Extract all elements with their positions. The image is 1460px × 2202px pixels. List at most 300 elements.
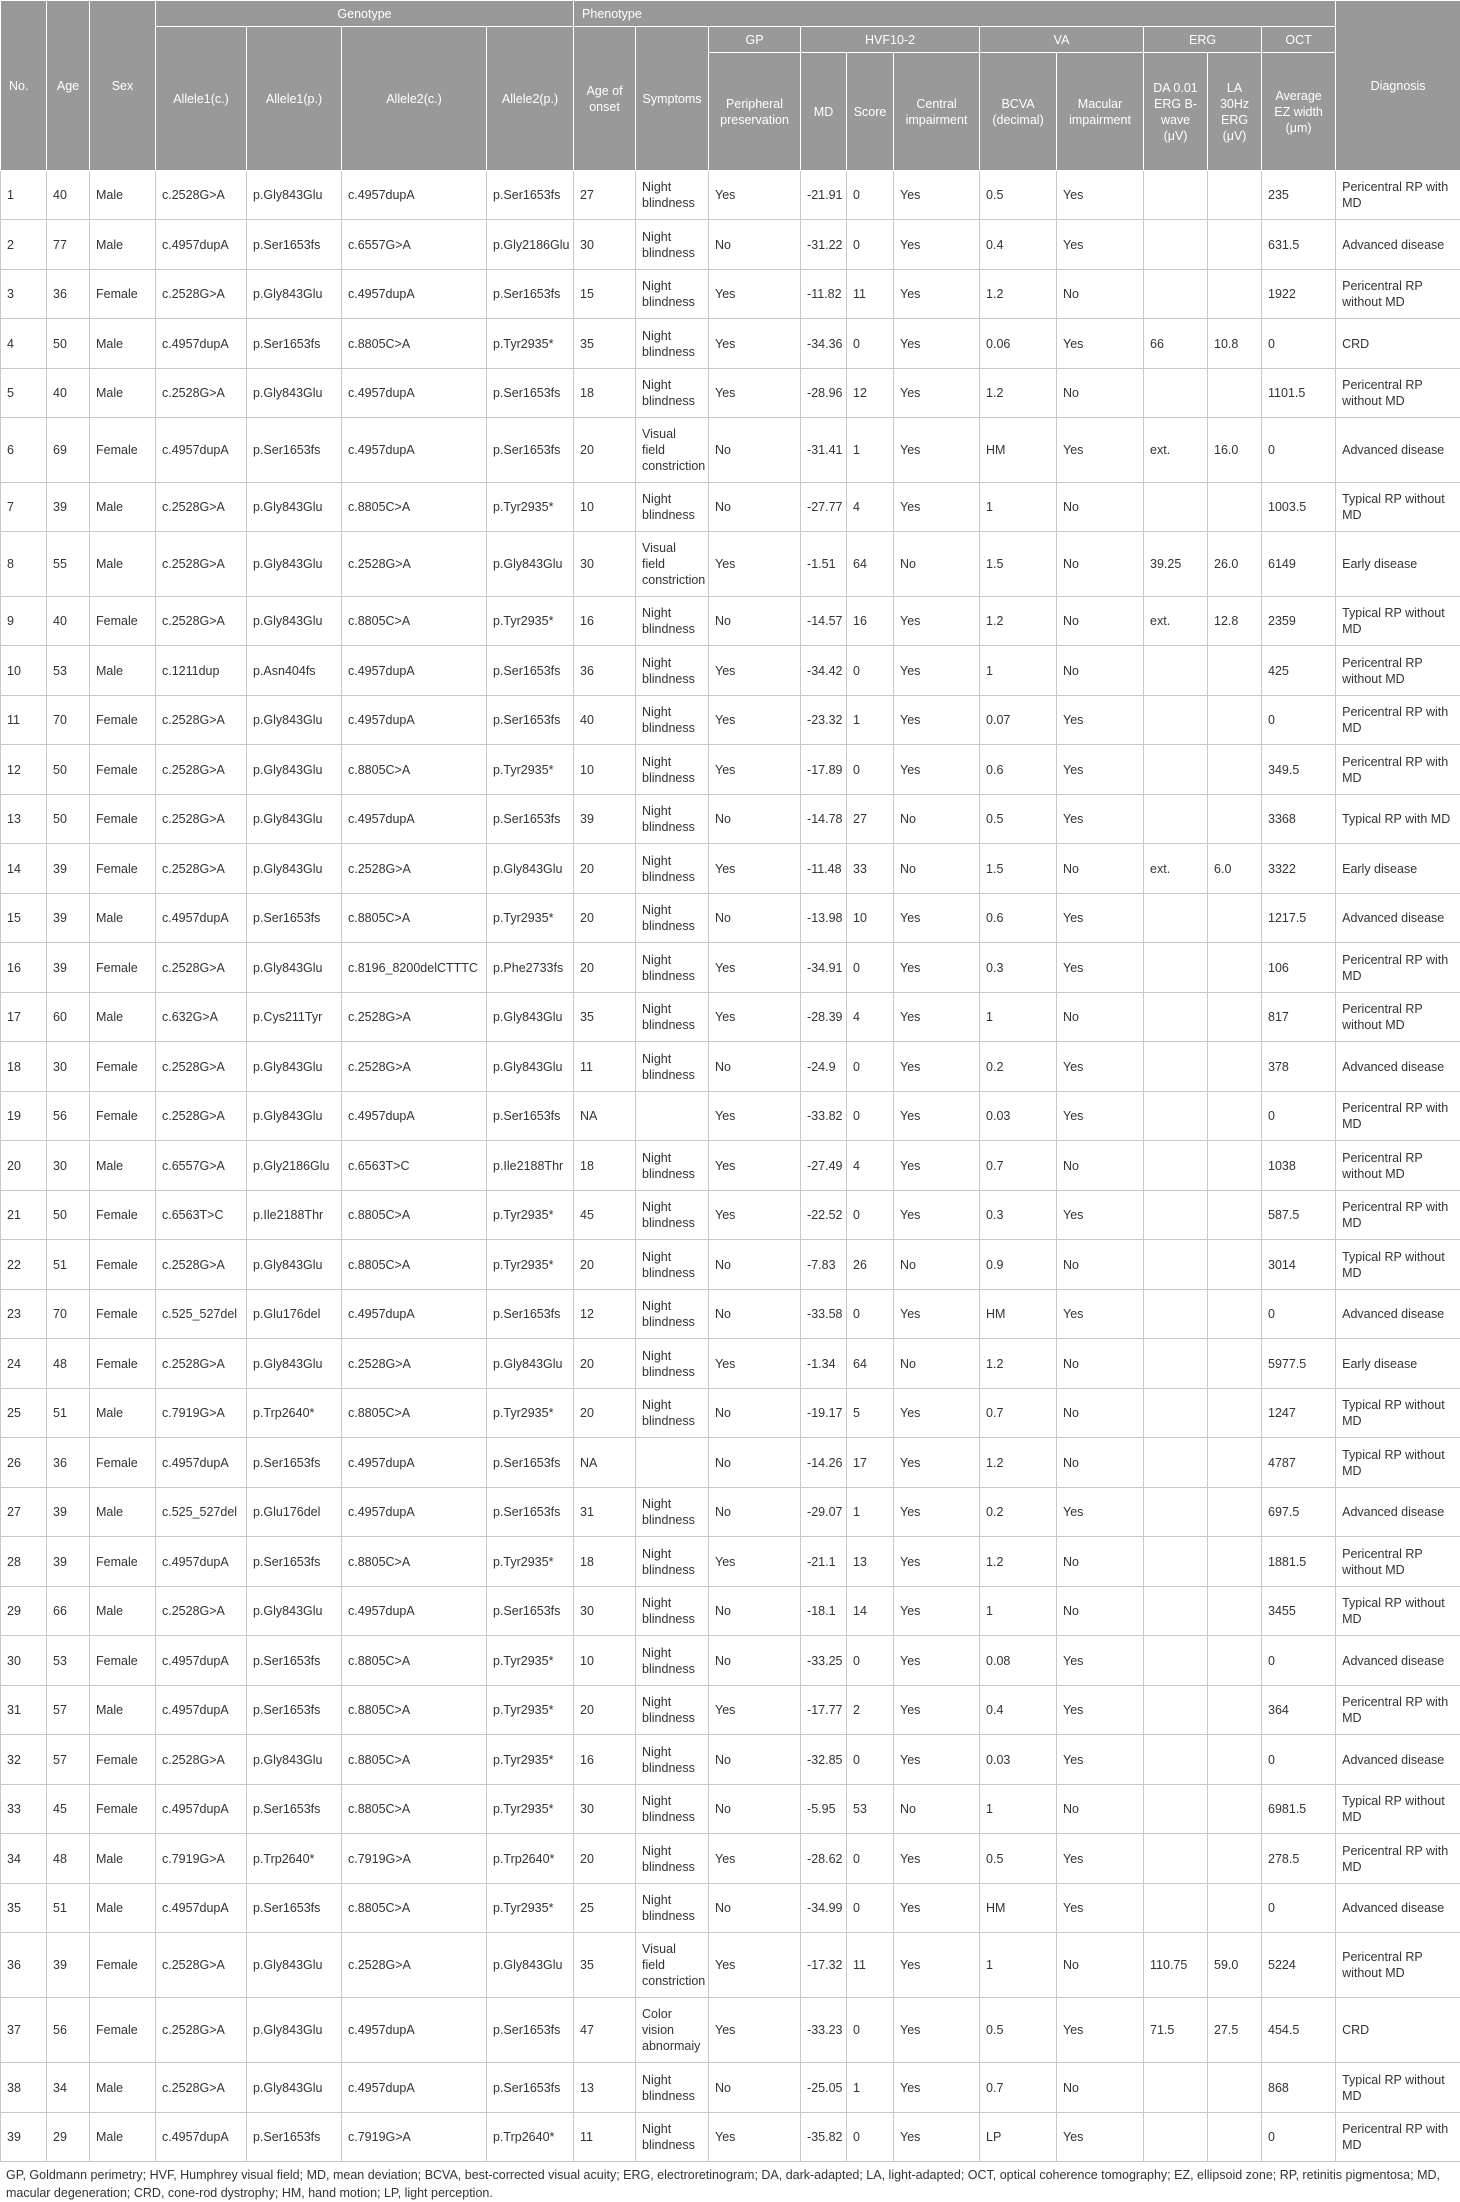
cell-bcva: 1.2 (980, 1339, 1057, 1389)
cell-central: Yes (894, 1438, 980, 1488)
cell-age: 36 (47, 1438, 90, 1488)
cell-allele2c: c.8805C>A (342, 1240, 487, 1290)
table-row (1, 1686, 1460, 1735)
cell-central: Yes (894, 1141, 980, 1191)
cell-macular: No (1057, 1587, 1144, 1636)
table-row (1, 1636, 1460, 1686)
cell-age: 40 (47, 171, 90, 220)
cell-la-erg: 10.8 (1208, 319, 1262, 369)
cell-symptoms: Night blindness (636, 1636, 709, 1686)
cell-ez-width: 454.5 (1262, 1998, 1336, 2063)
cell-bcva: 0.4 (980, 1686, 1057, 1735)
cell-la-erg: 6.0 (1208, 844, 1262, 894)
cell-la-erg: 27.5 (1208, 1998, 1262, 2063)
cell-allele1p: p.Cys211Tyr (247, 993, 342, 1042)
cell-allele2p: p.Ser1653fs (487, 646, 574, 696)
cell-bcva: HM (980, 1290, 1057, 1339)
cell-md: -17.32 (801, 1933, 847, 1998)
cell-central: No (894, 1339, 980, 1389)
cell-diagnosis: Pericentral RP without MD (1336, 993, 1460, 1042)
cell-la-erg (1208, 1042, 1262, 1092)
cell-allele1p: p.Gly843Glu (247, 1042, 342, 1092)
cell-allele1p: p.Ser1653fs (247, 2113, 342, 2162)
cell-md: -28.39 (801, 993, 847, 1042)
cell-score: 1 (847, 696, 894, 745)
cell-peripheral: Yes (709, 1998, 801, 2063)
cell-allele2p: p.Tyr2935* (487, 597, 574, 646)
cell-onset: 20 (574, 943, 636, 993)
cell-age: 45 (47, 1785, 90, 1834)
cell-no: 29 (1, 1587, 47, 1636)
cell-age: 39 (47, 1933, 90, 1998)
cell-no: 24 (1, 1339, 47, 1389)
cell-central: Yes (894, 1290, 980, 1339)
cell-la-erg (1208, 1735, 1262, 1785)
cell-ez-width: 0 (1262, 1636, 1336, 1686)
cell-peripheral: Yes (709, 369, 801, 418)
cell-no: 16 (1, 943, 47, 993)
cell-allele2c: c.8805C>A (342, 1537, 487, 1587)
cell-macular: No (1057, 369, 1144, 418)
cell-allele1c: c.2528G>A (156, 844, 247, 894)
cell-onset: 30 (574, 1587, 636, 1636)
cell-onset: 11 (574, 2113, 636, 2162)
cell-age: 70 (47, 1290, 90, 1339)
cell-onset: 16 (574, 597, 636, 646)
cell-score: 0 (847, 1884, 894, 1933)
cell-allele2c: c.4957dupA (342, 646, 487, 696)
cell-ez-width: 4787 (1262, 1438, 1336, 1488)
cell-allele2p: p.Ile2188Thr (487, 1141, 574, 1191)
cell-md: -17.77 (801, 1686, 847, 1735)
cell-md: -33.23 (801, 1998, 847, 2063)
cell-age: 39 (47, 483, 90, 532)
cell-central: Yes (894, 1998, 980, 2063)
cell-central: Yes (894, 319, 980, 369)
cell-bcva: 1 (980, 646, 1057, 696)
cell-diagnosis: Typical RP without MD (1336, 1785, 1460, 1834)
cell-sex: Female (90, 1042, 156, 1092)
cell-sex: Female (90, 1735, 156, 1785)
cell-onset: 10 (574, 483, 636, 532)
cell-la-erg (1208, 1785, 1262, 1834)
cell-onset: 39 (574, 795, 636, 844)
cell-ez-width: 5224 (1262, 1933, 1336, 1998)
cell-onset: 36 (574, 646, 636, 696)
cell-no: 17 (1, 993, 47, 1042)
cell-diagnosis: Pericentral RP with MD (1336, 2113, 1460, 2162)
table-row (1, 943, 1460, 993)
cell-age: 70 (47, 696, 90, 745)
cell-macular: No (1057, 993, 1144, 1042)
cell-peripheral: No (709, 894, 801, 943)
cell-allele1c: c.4957dupA (156, 220, 247, 270)
cell-diagnosis: Pericentral RP without MD (1336, 1933, 1460, 1998)
table-row (1, 1587, 1460, 1636)
table-row (1, 1092, 1460, 1141)
cell-la-erg (1208, 2063, 1262, 2113)
cell-central: Yes (894, 270, 980, 319)
cell-diagnosis: Pericentral RP with MD (1336, 1834, 1460, 1884)
cell-no: 23 (1, 1290, 47, 1339)
cell-la-erg (1208, 745, 1262, 795)
cell-sex: Female (90, 1092, 156, 1141)
cell-macular: No (1057, 1933, 1144, 1998)
cell-macular: Yes (1057, 1290, 1144, 1339)
cell-md: -21.91 (801, 171, 847, 220)
cell-allele2c: c.4957dupA (342, 795, 487, 844)
cell-allele2p: p.Tyr2935* (487, 1686, 574, 1735)
cell-md: -33.25 (801, 1636, 847, 1686)
cell-no: 13 (1, 795, 47, 844)
cell-symptoms: Night blindness (636, 1240, 709, 1290)
cell-sex: Male (90, 319, 156, 369)
cell-central: Yes (894, 2063, 980, 2113)
table-row (1, 1389, 1460, 1438)
cell-bcva: 0.7 (980, 2063, 1057, 2113)
cell-age: 53 (47, 646, 90, 696)
cell-la-erg: 16.0 (1208, 418, 1262, 483)
cell-sex: Female (90, 1537, 156, 1587)
cell-bcva: 0.5 (980, 795, 1057, 844)
cell-central: Yes (894, 943, 980, 993)
cell-peripheral: Yes (709, 844, 801, 894)
cell-md: -14.26 (801, 1438, 847, 1488)
cell-peripheral: No (709, 1785, 801, 1834)
cell-no: 4 (1, 319, 47, 369)
cell-central: Yes (894, 1092, 980, 1141)
cell-symptoms: Night blindness (636, 1735, 709, 1785)
cell-no: 32 (1, 1735, 47, 1785)
cell-peripheral: Yes (709, 1537, 801, 1587)
cell-la-erg (1208, 1141, 1262, 1191)
cell-symptoms: Night blindness (636, 1042, 709, 1092)
cell-score: 0 (847, 1735, 894, 1785)
cell-sex: Female (90, 1240, 156, 1290)
cell-da-erg: ext. (1144, 418, 1208, 483)
table-row (1, 1537, 1460, 1587)
cell-md: -24.9 (801, 1042, 847, 1092)
cell-symptoms: Night blindness (636, 646, 709, 696)
cell-da-erg (1144, 1488, 1208, 1537)
cell-la-erg (1208, 270, 1262, 319)
cell-macular: Yes (1057, 2113, 1144, 2162)
cell-score: 0 (847, 171, 894, 220)
cell-bcva: 0.5 (980, 1998, 1057, 2063)
cell-peripheral: Yes (709, 1092, 801, 1141)
cell-la-erg (1208, 369, 1262, 418)
cell-ez-width: 106 (1262, 943, 1336, 993)
cell-md: -35.82 (801, 2113, 847, 2162)
cell-no: 21 (1, 1191, 47, 1240)
cell-onset: 11 (574, 1042, 636, 1092)
header-macular-impairment: Macular impairment (1057, 53, 1144, 171)
cell-allele1c: c.4957dupA (156, 1785, 247, 1834)
cell-central: Yes (894, 1537, 980, 1587)
cell-md: -13.98 (801, 894, 847, 943)
cell-allele1c: c.2528G>A (156, 270, 247, 319)
cell-sex: Male (90, 2113, 156, 2162)
cell-da-erg (1144, 894, 1208, 943)
cell-macular: Yes (1057, 943, 1144, 993)
cell-sex: Male (90, 993, 156, 1042)
cell-md: -34.36 (801, 319, 847, 369)
cell-allele1c: c.2528G>A (156, 696, 247, 745)
cell-sex: Female (90, 1290, 156, 1339)
cell-age: 30 (47, 1042, 90, 1092)
cell-score: 5 (847, 1389, 894, 1438)
cell-sex: Female (90, 795, 156, 844)
cell-macular: Yes (1057, 1998, 1144, 2063)
cell-symptoms: Color vision abnormaiy (636, 1998, 709, 2063)
cell-md: -21.1 (801, 1537, 847, 1587)
cell-allele1c: c.6563T>C (156, 1191, 247, 1240)
cell-score: 0 (847, 745, 894, 795)
cell-macular: No (1057, 1785, 1144, 1834)
cell-peripheral: No (709, 1240, 801, 1290)
cell-age: 53 (47, 1636, 90, 1686)
cell-da-erg (1144, 696, 1208, 745)
cell-macular: Yes (1057, 1042, 1144, 1092)
cell-no: 3 (1, 270, 47, 319)
cell-central: Yes (894, 894, 980, 943)
cell-allele2p: p.Ser1653fs (487, 1438, 574, 1488)
cell-bcva: 0.2 (980, 1488, 1057, 1537)
cell-allele2c: c.2528G>A (342, 993, 487, 1042)
cell-allele2p: p.Gly843Glu (487, 993, 574, 1042)
cell-ez-width: 0 (1262, 1290, 1336, 1339)
cell-la-erg (1208, 1884, 1262, 1933)
cell-da-erg (1144, 1537, 1208, 1587)
cell-age: 50 (47, 795, 90, 844)
cell-allele1c: c.2528G>A (156, 1042, 247, 1092)
cell-symptoms: Night blindness (636, 993, 709, 1042)
cell-peripheral: Yes (709, 270, 801, 319)
cell-allele2c: c.8805C>A (342, 483, 487, 532)
cell-onset: 20 (574, 894, 636, 943)
cell-no: 19 (1, 1092, 47, 1141)
cell-la-erg (1208, 1834, 1262, 1884)
cell-age: 51 (47, 1389, 90, 1438)
cell-da-erg (1144, 2113, 1208, 2162)
cell-score: 11 (847, 270, 894, 319)
table-body (1, 171, 1460, 2162)
cell-sex: Male (90, 483, 156, 532)
cell-peripheral: Yes (709, 1834, 801, 1884)
cell-peripheral: No (709, 220, 801, 270)
cell-md: -33.58 (801, 1290, 847, 1339)
cell-peripheral: Yes (709, 696, 801, 745)
cell-ez-width: 587.5 (1262, 1191, 1336, 1240)
cell-score: 11 (847, 1933, 894, 1998)
cell-md: -28.96 (801, 369, 847, 418)
table-row (1, 1834, 1460, 1884)
cell-allele2c: c.8805C>A (342, 1191, 487, 1240)
cell-symptoms: Night blindness (636, 1686, 709, 1735)
cell-md: -34.99 (801, 1884, 847, 1933)
cell-da-erg (1144, 1785, 1208, 1834)
cell-ez-width: 378 (1262, 1042, 1336, 1092)
cell-allele2p: p.Gly843Glu (487, 1933, 574, 1998)
cell-allele2p: p.Tyr2935* (487, 894, 574, 943)
header-md: MD (801, 53, 847, 171)
table-header (1, 1, 1460, 171)
cell-symptoms: Night blindness (636, 696, 709, 745)
cell-onset: 20 (574, 1834, 636, 1884)
cell-bcva: 0.03 (980, 1092, 1057, 1141)
cell-allele2p: p.Tyr2935* (487, 1240, 574, 1290)
cell-allele2p: p.Tyr2935* (487, 483, 574, 532)
cell-symptoms: Night blindness (636, 1587, 709, 1636)
cell-macular: Yes (1057, 1191, 1144, 1240)
cell-score: 0 (847, 1998, 894, 2063)
cell-sex: Male (90, 1488, 156, 1537)
cell-la-erg (1208, 2113, 1262, 2162)
cell-peripheral: Yes (709, 1339, 801, 1389)
cell-allele1p: p.Ser1653fs (247, 1537, 342, 1587)
table-row (1, 220, 1460, 270)
cell-allele2p: p.Ser1653fs (487, 795, 574, 844)
cell-symptoms: Night blindness (636, 943, 709, 993)
cell-allele2c: c.2528G>A (342, 1933, 487, 1998)
cell-central: No (894, 795, 980, 844)
cell-macular: Yes (1057, 1488, 1144, 1537)
cell-diagnosis: Pericentral RP without MD (1336, 646, 1460, 696)
cell-diagnosis: Pericentral RP with MD (1336, 696, 1460, 745)
cell-allele1c: c.2528G>A (156, 483, 247, 532)
cell-diagnosis: Pericentral RP without MD (1336, 270, 1460, 319)
cell-allele1c: c.632G>A (156, 993, 247, 1042)
cell-age: 55 (47, 532, 90, 597)
cell-symptoms: Night blindness (636, 1785, 709, 1834)
cell-allele2c: c.6557G>A (342, 220, 487, 270)
cell-macular: No (1057, 1141, 1144, 1191)
cell-central: No (894, 532, 980, 597)
cell-no: 30 (1, 1636, 47, 1686)
cell-la-erg (1208, 1636, 1262, 1686)
cell-ez-width: 0 (1262, 1735, 1336, 1785)
cell-allele2p: p.Ser1653fs (487, 1998, 574, 2063)
cell-md: -31.22 (801, 220, 847, 270)
cell-allele2p: p.Ser1653fs (487, 1587, 574, 1636)
cell-age: 48 (47, 1339, 90, 1389)
cell-da-erg (1144, 1092, 1208, 1141)
cell-allele2p: p.Tyr2935* (487, 1884, 574, 1933)
cell-peripheral: No (709, 2063, 801, 2113)
table-row (1, 1240, 1460, 1290)
cell-ez-width: 631.5 (1262, 220, 1336, 270)
cell-symptoms: Night blindness (636, 1834, 709, 1884)
cell-macular: No (1057, 1389, 1144, 1438)
cell-la-erg (1208, 696, 1262, 745)
cell-bcva: HM (980, 418, 1057, 483)
cell-peripheral: No (709, 1884, 801, 1933)
cell-da-erg (1144, 646, 1208, 696)
cell-central: Yes (894, 1191, 980, 1240)
cell-md: -34.91 (801, 943, 847, 993)
cell-allele2p: p.Tyr2935* (487, 1389, 574, 1438)
cell-symptoms: Night blindness (636, 1537, 709, 1587)
cell-allele2p: p.Trp2640* (487, 2113, 574, 2162)
cell-allele1c: c.6557G>A (156, 1141, 247, 1191)
cell-onset: 20 (574, 418, 636, 483)
cell-score: 64 (847, 1339, 894, 1389)
cell-age: 69 (47, 418, 90, 483)
cell-allele2c: c.8805C>A (342, 894, 487, 943)
cell-ez-width: 868 (1262, 2063, 1336, 2113)
cell-ez-width: 1003.5 (1262, 483, 1336, 532)
cell-macular: Yes (1057, 1884, 1144, 1933)
cell-symptoms: Night blindness (636, 1290, 709, 1339)
cell-md: -33.82 (801, 1092, 847, 1141)
cell-onset: 18 (574, 1537, 636, 1587)
cell-no: 35 (1, 1884, 47, 1933)
cell-da-erg (1144, 1834, 1208, 1884)
cell-no: 12 (1, 745, 47, 795)
header-age-of-onset: Age of onset (574, 27, 636, 171)
cell-symptoms: Night blindness (636, 171, 709, 220)
cell-ez-width: 1881.5 (1262, 1537, 1336, 1587)
cell-ez-width: 349.5 (1262, 745, 1336, 795)
table-row (1, 532, 1460, 597)
cell-la-erg (1208, 894, 1262, 943)
header-peripheral-preservation: Peripheral preservation (709, 53, 801, 171)
table-row (1, 1998, 1460, 2063)
cell-bcva: 0.08 (980, 1636, 1057, 1686)
cell-central: Yes (894, 1686, 980, 1735)
cell-ez-width: 0 (1262, 319, 1336, 369)
cell-allele2c: c.4957dupA (342, 1438, 487, 1488)
cell-symptoms: Night blindness (636, 1141, 709, 1191)
cell-sex: Male (90, 532, 156, 597)
cell-ez-width: 3322 (1262, 844, 1336, 894)
cell-bcva: HM (980, 1884, 1057, 1933)
table-row (1, 1785, 1460, 1834)
cell-ez-width: 3455 (1262, 1587, 1336, 1636)
cell-onset: 20 (574, 1389, 636, 1438)
header-la-erg: LA 30Hz ERG (μV) (1208, 53, 1262, 171)
cell-la-erg: 26.0 (1208, 532, 1262, 597)
cell-allele1c: c.4957dupA (156, 2113, 247, 2162)
cell-no: 1 (1, 171, 47, 220)
cell-diagnosis: Advanced disease (1336, 1042, 1460, 1092)
cell-bcva: 0.6 (980, 894, 1057, 943)
cell-no: 36 (1, 1933, 47, 1998)
cell-macular: Yes (1057, 795, 1144, 844)
cell-allele1p: p.Gly843Glu (247, 597, 342, 646)
header-va: VA (980, 27, 1144, 53)
cell-la-erg (1208, 1240, 1262, 1290)
cell-da-erg (1144, 1686, 1208, 1735)
cell-diagnosis: Pericentral RP without MD (1336, 1537, 1460, 1587)
cell-central: Yes (894, 1636, 980, 1686)
cell-allele1p: p.Gly843Glu (247, 171, 342, 220)
cell-bcva: 1 (980, 1587, 1057, 1636)
cell-score: 16 (847, 597, 894, 646)
cell-diagnosis: Typical RP without MD (1336, 1389, 1460, 1438)
cell-bcva: 0.7 (980, 1141, 1057, 1191)
cell-peripheral: No (709, 418, 801, 483)
cell-allele1p: p.Gly843Glu (247, 943, 342, 993)
cell-ez-width: 817 (1262, 993, 1336, 1042)
cell-allele2p: p.Ser1653fs (487, 270, 574, 319)
cell-peripheral: No (709, 1488, 801, 1537)
cell-score: 0 (847, 1834, 894, 1884)
cell-peripheral: Yes (709, 319, 801, 369)
cell-symptoms: Night blindness (636, 483, 709, 532)
cell-da-erg (1144, 369, 1208, 418)
cell-allele2p: p.Tyr2935* (487, 745, 574, 795)
